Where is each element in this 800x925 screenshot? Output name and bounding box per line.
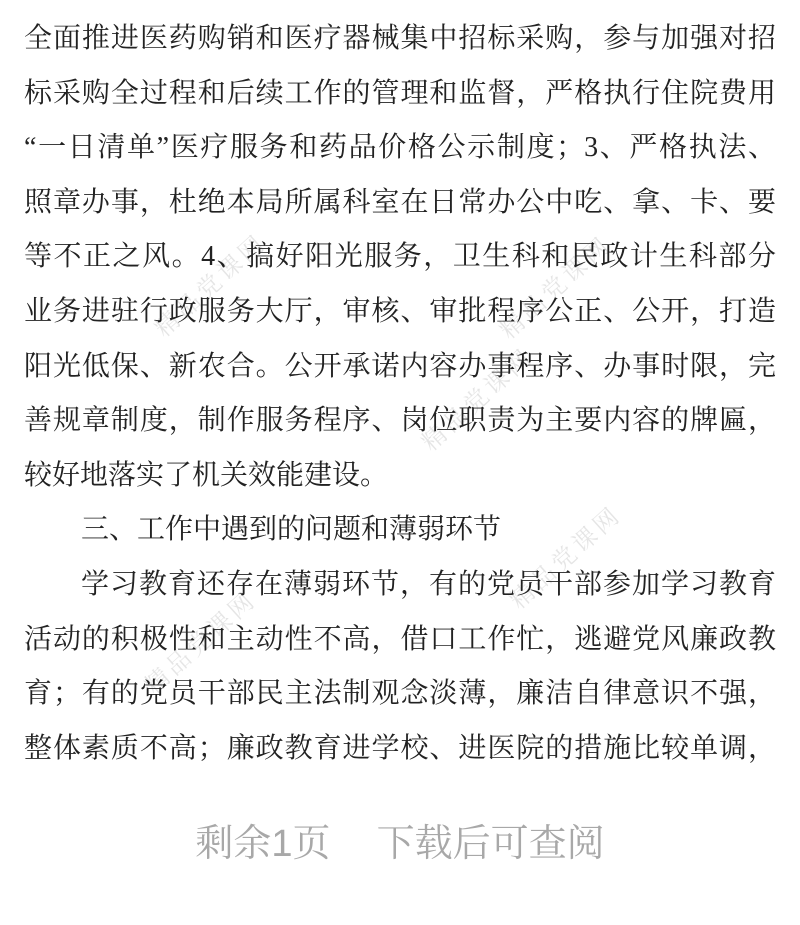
document-line: 育；有的党员干部民主法制观念淡薄，廉洁自律意识不强，: [24, 678, 776, 710]
site-watermark: 精品党课网: [504, 500, 628, 615]
document-line: 学习教育还存在薄弱环节，有的党员干部参加学习教育: [81, 568, 776, 600]
site-watermark: 精品党课网: [494, 230, 618, 345]
document-line: 等不正之风。4、搞好阳光服务，卫生科和民政计生科部分: [24, 241, 776, 273]
document-line: 善规章制度，制作服务程序、岗位职责为主要内容的牌匾，: [24, 405, 776, 437]
document-line: 全面推进医药购销和医疗器械集中招标采购，参与加强对招: [24, 23, 776, 54]
document-line: 较好地落实了机关效能建设。: [24, 459, 389, 491]
section-heading: 三、工作中遇到的问题和薄弱环节: [81, 514, 502, 546]
remaining-pages-banner[interactable]: [0, 820, 800, 868]
document-line: 标采购全过程和后续工作的管理和监督，严格执行住院费用: [24, 77, 776, 109]
document-line: 业务进驻行政服务大厅，审核、审批程序公正、公开，打造: [24, 295, 776, 327]
site-watermark: 精品党课网: [416, 342, 540, 457]
download-to-view-hint: 下载后可查阅: [376, 823, 605, 865]
document-line: 活动的积极性和主动性不高，借口工作忙，逃避党风廉政教: [24, 623, 776, 655]
remaining-pages-count: 剩余1页: [195, 823, 331, 865]
document-line: 照章办事，杜绝本局所属科室在日常办公中吃、拿、卡、要: [24, 186, 776, 218]
document-line: 整体素质不高；廉政教育进学校、进医院的措施比较单调，: [24, 732, 776, 764]
document-line: 阳光低保、新农合。公开承诺内容办事程序、办事时限，完: [24, 350, 776, 382]
site-watermark: 精品党课网: [149, 228, 273, 343]
document-body: [24, 12, 776, 776]
site-watermark: 精品党课网: [139, 585, 263, 700]
document-line: “一日清单”医疗服务和药品价格公示制度；3、严格执法、: [24, 132, 776, 164]
